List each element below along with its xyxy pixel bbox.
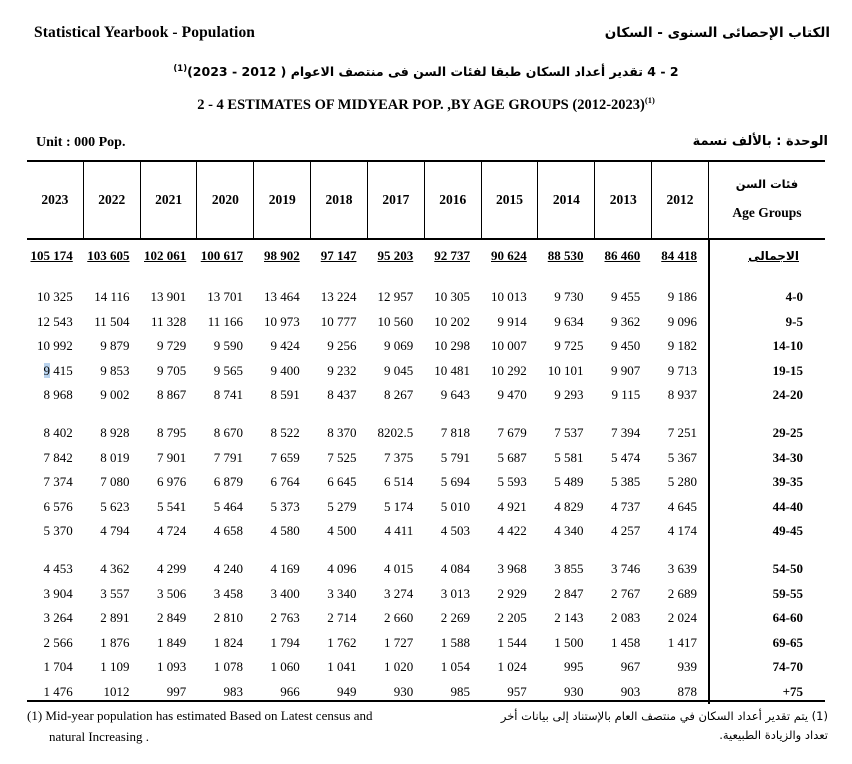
row-value-cells <box>27 387 708 403</box>
total-row-label: الاجمالى <box>748 248 799 263</box>
cell-4-0-2013: 9 455 <box>611 289 641 305</box>
table-title-english-text: 2 - 4 ESTIMATES OF MIDYEAR POP. ,BY AGE GROUPS (2012-2023) <box>197 96 645 113</box>
cell-49-45-2014: 4 340 <box>554 523 584 539</box>
cell-4-0-2017: 12 957 <box>377 289 414 305</box>
cell-34-30-2015: 5 687 <box>497 449 527 465</box>
cell-34-30-2016: 5 791 <box>440 449 470 465</box>
cell-+75-2019: 966 <box>280 683 300 699</box>
row-spacer <box>27 408 825 421</box>
table-title-english <box>0 95 852 114</box>
cell-4-0-2018: 13 224 <box>320 289 357 305</box>
cell-44-40-2019: 5 373 <box>270 498 300 514</box>
table-row <box>27 655 825 680</box>
row-value-cells <box>27 659 708 675</box>
cell-54-50-2020: 4 240 <box>213 561 243 577</box>
cell-34-30-2012: 5 367 <box>667 449 697 465</box>
cell-34-30-2017: 7 375 <box>384 449 414 465</box>
cell-44-40-2017: 5 174 <box>384 498 414 514</box>
cell-29-25-2017: 8202.5 <box>377 425 414 441</box>
cell-59-55-2012: 2 689 <box>667 585 697 601</box>
cell-74-70-2017: 1 020 <box>384 659 414 675</box>
cell-59-55-2015: 2 929 <box>497 585 527 601</box>
cell-29-25-2015: 7 679 <box>497 425 527 441</box>
cell-9-5-2015: 9 914 <box>497 313 527 329</box>
cell-34-30-2014: 5 581 <box>554 449 584 465</box>
total-cell-2023: 105 174 <box>30 247 73 263</box>
table-row <box>27 581 825 606</box>
cell-34-30-2019: 7 659 <box>270 449 300 465</box>
cell-24-20-2013: 9 115 <box>611 387 641 403</box>
cell-4-0-2019: 13 464 <box>264 289 300 305</box>
cell-9-5-2021: 11 328 <box>150 313 187 329</box>
cell-69-65-2015: 1 544 <box>497 634 527 650</box>
cell-+75-2023: 1 476 <box>43 683 73 699</box>
cell-54-50-2023: 4 453 <box>43 561 73 577</box>
table-row <box>27 309 825 334</box>
row-value-cells <box>27 425 708 441</box>
cell-69-65-2013: 1 458 <box>611 634 641 650</box>
cell-9-5-2022: 11 504 <box>94 313 130 329</box>
cell-29-25-2013: 7 394 <box>611 425 641 441</box>
selected-text-fragment: 9 <box>43 362 50 378</box>
cell-4-0-2012: 9 186 <box>667 289 697 305</box>
cell-4-0-2021: 13 901 <box>150 289 187 305</box>
cell-4-0-2014: 9 730 <box>554 289 584 305</box>
cell-29-25-2012: 7 251 <box>667 425 697 441</box>
table-title-arabic-text: 2 - 4 تقدير أعداد السكان طبقا لفئات السن فى منتصف الاعوام ( 2012 - 2023) <box>187 64 679 80</box>
cell-54-50-2013: 3 746 <box>611 561 641 577</box>
row-value-cells <box>27 561 708 577</box>
cell-+75-2014: 930 <box>564 683 584 699</box>
age-group-label-34-30: 34-30 <box>772 449 803 465</box>
cell-64-60-2022: 2 891 <box>100 610 130 626</box>
cell-34-30-2021: 7 901 <box>157 449 187 465</box>
year-header-2016: 2016 <box>425 162 482 238</box>
cell-49-45-2016: 4 503 <box>440 523 470 539</box>
cell-19-15-2016: 10 481 <box>434 362 470 378</box>
row-spacer-top <box>27 272 825 285</box>
table-row <box>27 470 825 495</box>
total-cell-2020: 100 617 <box>200 247 243 263</box>
year-header-2013: 2013 <box>595 162 652 238</box>
year-header-2021: 2021 <box>141 162 198 238</box>
cell-9-5-2019: 10 973 <box>264 313 300 329</box>
cell-29-25-2020: 8 670 <box>213 425 243 441</box>
row-value-cells <box>27 586 708 602</box>
table-row <box>27 557 825 582</box>
total-cell-2017: 95 203 <box>377 247 414 263</box>
cell-64-60-2020: 2 810 <box>213 610 243 626</box>
cell-24-20-2017: 8 267 <box>384 387 414 403</box>
cell-44-40-2022: 5 623 <box>100 498 130 514</box>
cell-69-65-2017: 1 727 <box>384 634 414 650</box>
cell-44-40-2020: 5 464 <box>213 498 243 514</box>
cell-44-40-2023: 6 576 <box>43 498 73 514</box>
table-row <box>27 359 825 384</box>
age-group-label-69-65: 69-65 <box>772 634 803 650</box>
row-value-cells <box>27 610 708 626</box>
cell-24-20-2015: 9 470 <box>497 387 527 403</box>
cell-44-40-2015: 4 921 <box>497 498 527 514</box>
cell-69-65-2021: 1 849 <box>157 634 187 650</box>
table-header-row <box>27 162 825 238</box>
cell-74-70-2020: 1 078 <box>213 659 243 675</box>
age-groups-header-arabic: فئات السن <box>735 177 799 192</box>
cell-9-5-2023: 12 543 <box>37 313 73 329</box>
row-value-cells <box>27 314 708 330</box>
cell-59-55-2014: 2 847 <box>554 585 584 601</box>
age-group-label-29-25: 29-25 <box>772 425 803 441</box>
footnote-arabic <box>458 707 828 745</box>
age-group-label-19-15: 19-15 <box>772 362 803 378</box>
cell-49-45-2021: 4 724 <box>157 523 187 539</box>
cell-19-15-2014: 10 101 <box>547 362 584 378</box>
year-header-2015: 2015 <box>482 162 539 238</box>
cell-54-50-2017: 4 015 <box>384 561 414 577</box>
year-header-2017: 2017 <box>368 162 425 238</box>
year-header-2022: 2022 <box>84 162 141 238</box>
cell-9-5-2013: 9 362 <box>611 313 641 329</box>
cell-49-45-2015: 4 422 <box>497 523 527 539</box>
cell-14-10-2016: 10 298 <box>434 338 470 354</box>
cell-49-45-2020: 4 658 <box>213 523 243 539</box>
cell-69-65-2018: 1 762 <box>327 634 357 650</box>
cell-69-65-2023: 2 566 <box>43 634 73 650</box>
year-header-2018: 2018 <box>311 162 368 238</box>
cell-29-25-2021: 8 795 <box>157 425 187 441</box>
cell-24-20-2023: 8 968 <box>43 387 73 403</box>
age-group-label-59-55: 59-55 <box>772 585 803 601</box>
table-total-row <box>27 240 825 272</box>
total-cell-2016: 92 737 <box>434 247 470 263</box>
table-body <box>27 240 825 705</box>
cell-+75-2015: 957 <box>507 683 527 699</box>
cell-14-10-2020: 9 590 <box>213 338 243 354</box>
cell-54-50-2012: 3 639 <box>667 561 697 577</box>
cell-24-20-2020: 8 741 <box>213 387 243 403</box>
cell-44-40-2013: 4 737 <box>611 498 641 514</box>
cell-49-45-2019: 4 580 <box>270 523 300 539</box>
cell-74-70-2022: 1 109 <box>100 659 130 675</box>
cell-74-70-2012: 939 <box>677 659 697 675</box>
yearbook-title-arabic: الكتاب الإحصائى السنوى - السكان <box>604 25 830 41</box>
total-cell-2018: 97 147 <box>320 247 357 263</box>
age-group-label-74-70: 74-70 <box>772 659 803 675</box>
population-table <box>27 160 825 704</box>
cell-59-55-2013: 2 767 <box>611 585 641 601</box>
cell-59-55-2016: 3 013 <box>440 585 470 601</box>
cell-19-15-2012: 9 713 <box>667 362 697 378</box>
cell-59-55-2018: 3 340 <box>327 585 357 601</box>
cell-54-50-2015: 3 968 <box>497 561 527 577</box>
table-row <box>27 495 825 520</box>
cell-39-35-2023: 7 374 <box>43 474 73 490</box>
cell-14-10-2019: 9 424 <box>270 338 300 354</box>
table-row <box>27 421 825 446</box>
total-value-cells <box>27 248 708 264</box>
cell-9-5-2017: 10 560 <box>377 313 414 329</box>
cell-29-25-2019: 8 522 <box>270 425 300 441</box>
row-value-cells <box>27 523 708 539</box>
age-group-label-4-0: 4-0 <box>785 289 803 305</box>
cell-9-5-2012: 9 096 <box>667 313 697 329</box>
cell-34-30-2020: 7 791 <box>213 449 243 465</box>
cell-49-45-2012: 4 174 <box>667 523 697 539</box>
cell-19-15-2023: 9 415 <box>43 362 73 378</box>
table-row <box>27 631 825 656</box>
cell-64-60-2012: 2 024 <box>667 610 697 626</box>
cell-34-30-2023: 7 842 <box>43 449 73 465</box>
cell-74-70-2015: 1 024 <box>497 659 527 675</box>
cell-19-15-2017: 9 045 <box>384 362 414 378</box>
age-group-label-14-10: 14-10 <box>772 338 803 354</box>
cell-44-40-2016: 5 010 <box>440 498 470 514</box>
cell-39-35-2020: 6 879 <box>213 474 243 490</box>
table-title-english-footnote-marker: (1) <box>644 95 655 105</box>
year-header-cells <box>27 162 708 238</box>
cell-74-70-2014: 995 <box>564 659 584 675</box>
cell-44-40-2012: 4 645 <box>667 498 697 514</box>
cell-+75-2020: 983 <box>223 683 243 699</box>
age-group-label-39-35: 39-35 <box>772 474 803 490</box>
row-value-cells <box>27 289 708 305</box>
age-groups-header-english: Age Groups <box>732 205 802 221</box>
page-header-band <box>0 24 852 50</box>
cell-64-60-2015: 2 205 <box>497 610 527 626</box>
cell-74-70-2016: 1 054 <box>440 659 470 675</box>
footnote-arabic-line1: (1) يتم تقدير أعداد السكان في منتصف العام بالإستناد إلى بيانات أخر <box>500 709 828 723</box>
table-row <box>27 519 825 544</box>
age-column-divider <box>708 240 710 705</box>
cell-54-50-2021: 4 299 <box>157 561 187 577</box>
cell-24-20-2014: 9 293 <box>554 387 584 403</box>
total-cell-2014: 88 530 <box>547 247 584 263</box>
total-cell-2021: 102 061 <box>144 247 187 263</box>
cell-19-15-2021: 9 705 <box>157 362 187 378</box>
cell-9-5-2020: 11 166 <box>207 313 243 329</box>
row-value-cells <box>27 499 708 515</box>
cell-64-60-2018: 2 714 <box>327 610 357 626</box>
footnote-english-line1: (1) Mid-year population has estimated Based on Latest census and <box>27 708 373 723</box>
table-row <box>27 445 825 470</box>
year-header-2019: 2019 <box>254 162 311 238</box>
age-group-label-24-20: 24-20 <box>772 387 803 403</box>
table-row <box>27 606 825 631</box>
cell-59-55-2021: 3 506 <box>157 585 187 601</box>
cell-74-70-2018: 1 041 <box>327 659 357 675</box>
cell-64-60-2014: 2 143 <box>554 610 584 626</box>
cell-39-35-2021: 6 976 <box>157 474 187 490</box>
row-spacer <box>27 544 825 557</box>
footnote-rule <box>27 700 825 702</box>
total-cell-2013: 86 460 <box>604 247 641 263</box>
cell-64-60-2019: 2 763 <box>270 610 300 626</box>
cell-19-15-2015: 10 292 <box>491 362 527 378</box>
cell-14-10-2012: 9 182 <box>667 338 697 354</box>
row-value-cells <box>27 338 708 354</box>
table-data-rows <box>27 285 825 705</box>
cell-4-0-2023: 10 325 <box>37 289 73 305</box>
cell-59-55-2019: 3 400 <box>270 585 300 601</box>
cell-24-20-2021: 8 867 <box>157 387 187 403</box>
cell-34-30-2022: 8 019 <box>100 449 130 465</box>
cell-39-35-2014: 5 489 <box>554 474 584 490</box>
age-group-label-9-5: 9-5 <box>785 313 803 329</box>
cell-39-35-2012: 5 280 <box>667 474 697 490</box>
cell-24-20-2019: 8 591 <box>270 387 300 403</box>
cell-54-50-2014: 3 855 <box>554 561 584 577</box>
cell-24-20-2016: 9 643 <box>440 387 470 403</box>
cell-24-20-2022: 9 002 <box>100 387 130 403</box>
cell-64-60-2017: 2 660 <box>384 610 414 626</box>
total-cell-2012: 84 418 <box>661 247 697 263</box>
cell-49-45-2013: 4 257 <box>611 523 641 539</box>
cell-14-10-2015: 10 007 <box>491 338 527 354</box>
table-row <box>27 383 825 408</box>
cell-+75-2021: 997 <box>166 683 187 699</box>
cell-49-45-2017: 4 411 <box>384 523 414 539</box>
cell-34-30-2013: 5 474 <box>611 449 641 465</box>
cell-64-60-2013: 2 083 <box>611 610 641 626</box>
cell-39-35-2022: 7 080 <box>100 474 130 490</box>
yearbook-title-english: Statistical Yearbook - Population <box>34 24 256 41</box>
cell-44-40-2014: 4 829 <box>554 498 584 514</box>
cell-+75-2016: 985 <box>450 683 470 699</box>
year-header-2020: 2020 <box>197 162 254 238</box>
cell-9-5-2014: 9 634 <box>554 313 584 329</box>
cell-19-15-2018: 9 232 <box>327 362 357 378</box>
cell-64-60-2021: 2 849 <box>157 610 187 626</box>
row-value-cells <box>27 474 708 490</box>
cell-44-40-2021: 5 541 <box>157 498 187 514</box>
cell-24-20-2012: 8 937 <box>667 387 697 403</box>
cell-74-70-2023: 1 704 <box>43 659 73 675</box>
cell-69-65-2012: 1 417 <box>667 634 697 650</box>
total-cell-2019: 98 902 <box>264 247 300 263</box>
cell-4-0-2020: 13 701 <box>207 289 243 305</box>
cell-49-45-2023: 5 370 <box>43 523 73 539</box>
age-group-label-+75: +75 <box>782 683 803 699</box>
cell-+75-2022: 1012 <box>103 683 130 699</box>
table-row <box>27 334 825 359</box>
cell-34-30-2018: 7 525 <box>327 449 357 465</box>
cell-14-10-2022: 9 879 <box>100 338 130 354</box>
total-cell-2015: 90 624 <box>491 247 527 263</box>
cell-69-65-2014: 1 500 <box>554 634 584 650</box>
cell-74-70-2021: 1 093 <box>157 659 187 675</box>
cell-19-15-2022: 9 853 <box>100 362 130 378</box>
row-value-cells <box>27 363 708 379</box>
cell-14-10-2013: 9 450 <box>611 338 641 354</box>
age-group-label-54-50: 54-50 <box>772 561 803 577</box>
age-groups-header-cell <box>708 162 825 238</box>
cell-74-70-2013: 967 <box>620 659 641 675</box>
cell-14-10-2017: 9 069 <box>384 338 414 354</box>
row-value-cells <box>27 684 708 700</box>
footnote-english-line2: natural Increasing . <box>49 729 149 744</box>
cell-64-60-2023: 3 264 <box>43 610 73 626</box>
cell-69-65-2022: 1 876 <box>100 634 130 650</box>
age-group-label-44-40: 44-40 <box>772 498 803 514</box>
cell-24-20-2018: 8 437 <box>327 387 357 403</box>
unit-label-english: Unit : 000 Pop. <box>36 135 126 150</box>
cell-29-25-2022: 8 928 <box>100 425 130 441</box>
cell-29-25-2016: 7 818 <box>440 425 470 441</box>
year-header-2012: 2012 <box>666 192 694 208</box>
cell-39-35-2018: 6 645 <box>327 474 357 490</box>
year-header-2014: 2014 <box>538 162 595 238</box>
cell-39-35-2017: 6 514 <box>384 474 414 490</box>
age-group-label-64-60: 64-60 <box>772 610 803 626</box>
cell-54-50-2019: 4 169 <box>270 561 300 577</box>
cell-29-25-2018: 8 370 <box>327 425 357 441</box>
cell-4-0-2015: 10 013 <box>491 289 527 305</box>
cell-19-15-2020: 9 565 <box>213 362 243 378</box>
cell-14-10-2014: 9 725 <box>554 338 584 354</box>
cell-14-10-2023: 10 992 <box>37 338 73 354</box>
cell-44-40-2018: 5 279 <box>327 498 357 514</box>
cell-9-5-2016: 10 202 <box>434 313 470 329</box>
table-row <box>27 285 825 310</box>
cell-59-55-2020: 3 458 <box>213 585 243 601</box>
footnote-arabic-line2: تعداد والزيادة الطبيعية. <box>719 728 828 742</box>
cell-+75-2017: 930 <box>393 683 414 699</box>
cell-74-70-2019: 1 060 <box>270 659 300 675</box>
cell-59-55-2023: 3 904 <box>43 585 73 601</box>
cell-54-50-2022: 4 362 <box>100 561 130 577</box>
cell-49-45-2018: 4 500 <box>327 523 357 539</box>
cell-59-55-2022: 3 557 <box>100 585 130 601</box>
cell-54-50-2018: 4 096 <box>327 561 357 577</box>
unit-label-arabic: الوحدة : بالألف نسمة <box>692 134 828 149</box>
row-value-cells <box>27 450 708 466</box>
cell-59-55-2017: 3 274 <box>384 585 414 601</box>
table-title-arabic-footnote-marker: (1) <box>173 64 188 74</box>
cell-39-35-2019: 6 764 <box>270 474 300 490</box>
age-group-label-49-45: 49-45 <box>772 523 803 539</box>
cell-19-15-2019: 9 400 <box>270 362 300 378</box>
cell-9-5-2018: 10 777 <box>320 313 357 329</box>
cell-39-35-2013: 5 385 <box>611 474 641 490</box>
cell-64-60-2016: 2 269 <box>440 610 470 626</box>
cell-14-10-2021: 9 729 <box>157 338 187 354</box>
cell-+75-2013: 903 <box>620 683 641 699</box>
cell-29-25-2023: 8 402 <box>43 425 73 441</box>
cell-+75-2012: 878 <box>677 683 697 699</box>
cell-39-35-2015: 5 593 <box>497 474 527 490</box>
cell-29-25-2014: 7 537 <box>554 425 584 441</box>
cell-4-0-2022: 14 116 <box>94 289 130 305</box>
cell-14-10-2018: 9 256 <box>327 338 357 354</box>
cell-69-65-2020: 1 824 <box>213 634 243 650</box>
cell-69-65-2016: 1 588 <box>440 634 470 650</box>
total-cell-2022: 103 605 <box>87 247 130 263</box>
cell-39-35-2016: 5 694 <box>440 474 470 490</box>
row-value-cells <box>27 635 708 651</box>
cell-49-45-2022: 4 794 <box>100 523 130 539</box>
cell-54-50-2016: 4 084 <box>440 561 470 577</box>
footnote-english <box>27 705 457 747</box>
cell-+75-2018: 949 <box>337 683 357 699</box>
cell-69-65-2019: 1 794 <box>270 634 300 650</box>
year-header-2023: 2023 <box>27 162 84 238</box>
cell-4-0-2016: 10 305 <box>434 289 470 305</box>
table-title-arabic <box>0 64 852 79</box>
cell-19-15-2013: 9 907 <box>611 362 641 378</box>
